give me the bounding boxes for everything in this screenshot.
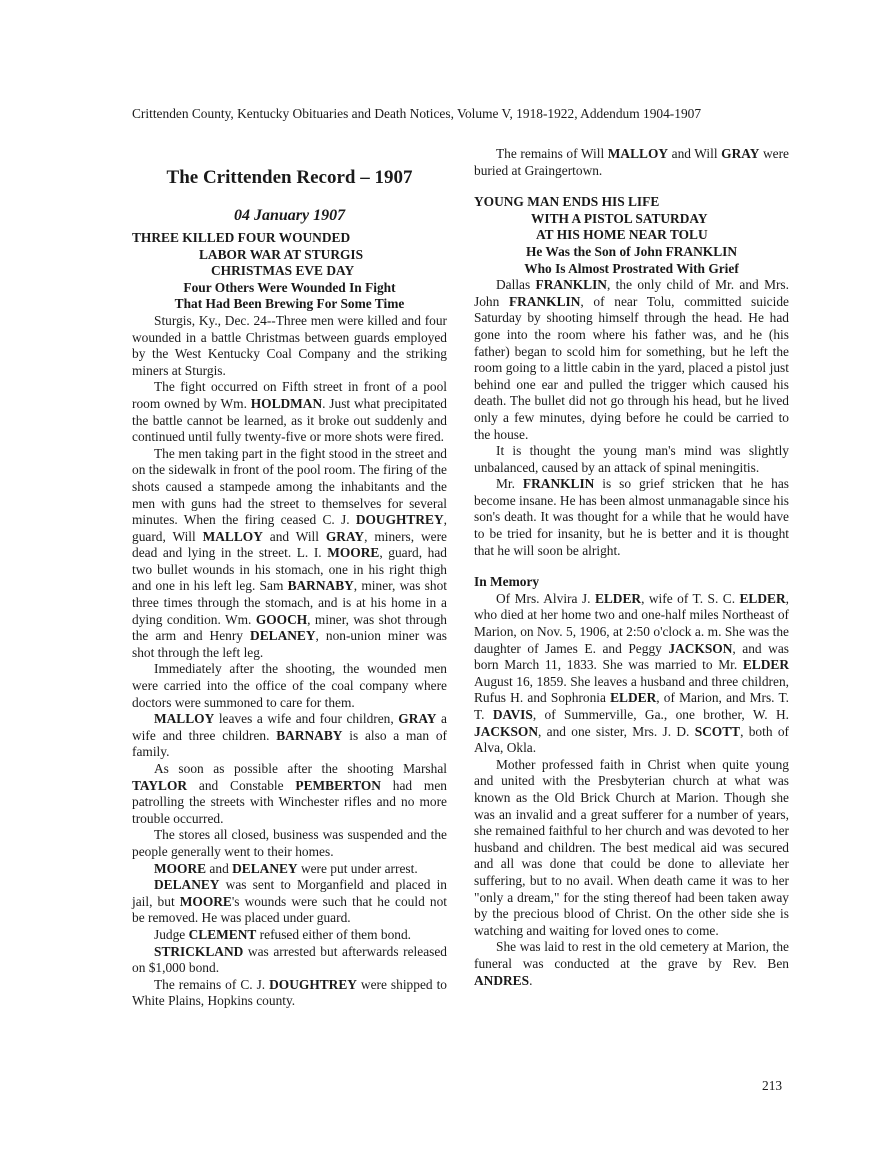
surname: GRAY xyxy=(325,528,365,544)
paragraph: The stores all closed, business was suspended and the people generally went to their homes. xyxy=(132,827,447,859)
headline: YOUNG MAN ENDS HIS LIFE xyxy=(474,194,660,210)
surname: ELDER xyxy=(594,590,642,606)
continuation-paragraph: The remains of Will MALLOY and Will GRAY were buried at Graingertown. xyxy=(474,146,789,178)
paragraph: The fight occurred on Fifth street in front of a pool room owned by Wm. HOLDMAN. Just what precipitated the battle cannot be learned, as it broke out suddenly and continued until fully twenty-five or more shots were fired. xyxy=(132,379,447,445)
surname: CLEMENT xyxy=(188,926,257,942)
doc-title: The Crittenden Record – 1907 xyxy=(166,167,413,188)
surname: ELDER xyxy=(610,690,657,706)
surname: MOORE xyxy=(154,860,207,876)
paragraph: STRICKLAND was arrested but afterwards released on $1,000 bond. xyxy=(132,943,447,976)
surname: DOUGHTREY xyxy=(269,976,357,992)
headline: CHRISTMAS EVE DAY xyxy=(211,263,355,279)
paragraph: The men taking part in the fight stood in the street and on the sidewalk in front of the pool room. The firing of the shots caused a stampede among the inhabitants and the men with guns had the street to themselves for several minutes. When the firing ceased C. J. DOUGHTREY, guard, Will MALLOY and Will GRAY, miners, were dead and lying in the street. L. I. MOORE, guard, had two bullet wounds in his stomach, one in his right thigh and one in his left leg. Sam BARNABY, miner, was shot three times through the stomach, and is at his home in a dying condition. Wm. GOOCH, miner, was shot through the arm and Henry DELANEY, non-union miner was shot through the left leg. xyxy=(132,445,448,660)
surname: DOUGHTREY xyxy=(355,512,444,528)
page-header: Crittenden County, Kentucky Obituaries and Death Notices, Volume V, 1918-1922, Addendum 1904-1907 xyxy=(132,106,702,121)
paragraph: MALLOY leaves a wife and four children, GRAY a wife and three children. BARNABY is also a man of family. xyxy=(132,711,447,760)
headline: THREE KILLED FOUR WOUNDED xyxy=(132,230,351,245)
headline: AT HIS HOME NEAR TOLU xyxy=(536,227,708,243)
page-number: 213 xyxy=(762,1078,783,1093)
right-column xyxy=(474,146,789,989)
surname: PEMBERTON xyxy=(295,777,381,793)
surname: ELDER xyxy=(742,657,789,673)
headline: LABOR WAR AT STURGIS xyxy=(199,246,364,262)
paragraph: Immediately after the shooting, the wounded men were carried into the office of the coal company where doctors were summoned to care for them. xyxy=(132,661,447,710)
surname: GRAY xyxy=(398,711,437,727)
surname: DELANEY xyxy=(232,860,298,876)
paragraph: Mr. FRANKLIN is so grief stricken that he has become insane. He has been almost unmanagable since his son's death. It was thought for a while that he would have to be tried for insanity, but he is better and it is thought that he will soon be alright. xyxy=(474,476,789,558)
paragraph: Sturgis, Ky., Dec. 24--Three men were killed and four wounded in a battle Christmas between guards employed by the West Kentucky Coal Company and the striking miners at Sturgis. xyxy=(132,312,447,378)
surname: STRICKLAND xyxy=(154,943,244,959)
paragraph: Judge CLEMENT refused either of them bond. xyxy=(154,926,411,942)
surname: GOOCH xyxy=(255,611,308,627)
section-title: In Memory xyxy=(474,574,540,590)
paragraph: DELANEY was sent to Morganfield and placed in jail, but MOORE's wounds were such that he could not be removed. He was placed under guard. xyxy=(132,877,447,926)
surname: ANDRES xyxy=(474,972,530,988)
headline: Who Is Almost Prostrated With Grief xyxy=(524,260,739,276)
issue-date: 04 January 1907 xyxy=(233,207,346,224)
surname: DELANEY xyxy=(250,628,316,644)
surname: SCOTT xyxy=(694,723,741,739)
surname: BARNABY xyxy=(287,578,354,594)
paragraph: MOORE and DELANEY were put under arrest. xyxy=(154,860,418,876)
surname: MALLOY xyxy=(154,711,215,727)
surname: MOORE xyxy=(179,893,232,909)
surname: ELDER xyxy=(739,590,786,606)
surname: BARNABY xyxy=(276,727,343,743)
article-body xyxy=(132,313,447,1010)
surname: FRANKLIN xyxy=(522,476,595,492)
headline: WITH A PISTOL SATURDAY xyxy=(531,210,708,226)
surname: MOORE xyxy=(327,545,380,561)
headline: He Was the Son of John FRANKLIN xyxy=(525,243,738,259)
surname: FRANKLIN xyxy=(535,277,607,293)
paragraph: Of Mrs. Alvira J. ELDER, wife of T. S. C. ELDER, who died at her home two and one-half miles Northeast of Marion, on Nov. 5, 1906, at 2:50 o'clock a. m. She was the daughter of James E. and Peggy JACKSON, and was born March 11, 1833. She was married to Mr. ELDER August 16, 1859. She leaves a husband and three children, Rufus H. and Sophronia ELDER, of Marion, and Mrs. T. T. DAVIS, of Summerville, Ga., one brother, W. H. JACKSON, and one sister, Mrs. J. D. SCOTT, both of Alva, Okla. xyxy=(474,590,790,756)
surname: FRANKLIN xyxy=(508,293,581,309)
article-body xyxy=(474,591,789,989)
surname: GRAY xyxy=(721,146,760,161)
headline: That Had Been Brewing For Some Time xyxy=(174,296,405,312)
surname: DAVIS xyxy=(492,707,533,722)
surname: JACKSON xyxy=(474,723,538,739)
surname: HOLDMAN xyxy=(250,395,323,411)
paragraph: As soon as possible after the shooting Marshal TAYLOR and Constable PEMBERTON had men patrolling the streets with Winchester rifles and no more trouble occurred. xyxy=(132,761,447,826)
surname: TAYLOR xyxy=(132,777,188,793)
article-body xyxy=(474,277,789,559)
paragraph: The remains of C. J. DOUGHTREY were shipped to White Plains, Hopkins county. xyxy=(132,976,447,1009)
surname: MALLOY xyxy=(607,146,669,161)
surname: DELANEY xyxy=(154,877,220,893)
surname: MALLOY xyxy=(202,528,263,544)
headline: Four Others Were Wounded In Fight xyxy=(183,279,396,295)
paragraph: It is thought the young man's mind was slightly unbalanced, caused by an attack of spinal meningitis. xyxy=(474,443,789,475)
paragraph: Dallas FRANKLIN, the only child of Mr. and Mrs. John FRANKLIN, of near Tolu, committed suicide Saturday by shooting himself through the head. He had gone into the room where his father was, and he (his father) began to scold him for something, but he left the room going to a little cabin in the yard, placed a pistol just behind one ear and pulled the trigger which caused his death. The bullet did not go through his head, but he lived only a few minutes, dying before he could be carried to the house. xyxy=(474,277,789,442)
surname: JACKSON xyxy=(668,640,733,656)
paragraph: Mother professed faith in Christ when quite young and united with the Presbyterian church at what was known as the Old Brick Church at Marion. Though she was an invalid and a great sufferer for a number of years, she remained faithful to her church and was devoted to her husband and children. The best medical aid was secured and all was done that could be done to alleviate her suffering, but to no avail. When death came it was to her "only a dream," for the sting thereof had been taken away by the precious blood of Christ. On the other side she is watching and waiting for loved ones to come. xyxy=(474,756,789,938)
left-column xyxy=(132,160,447,1010)
paragraph: She was laid to rest in the old cemetery at Marion, the funeral was conducted at the grave by Rev. Ben ANDRES. xyxy=(474,939,789,988)
